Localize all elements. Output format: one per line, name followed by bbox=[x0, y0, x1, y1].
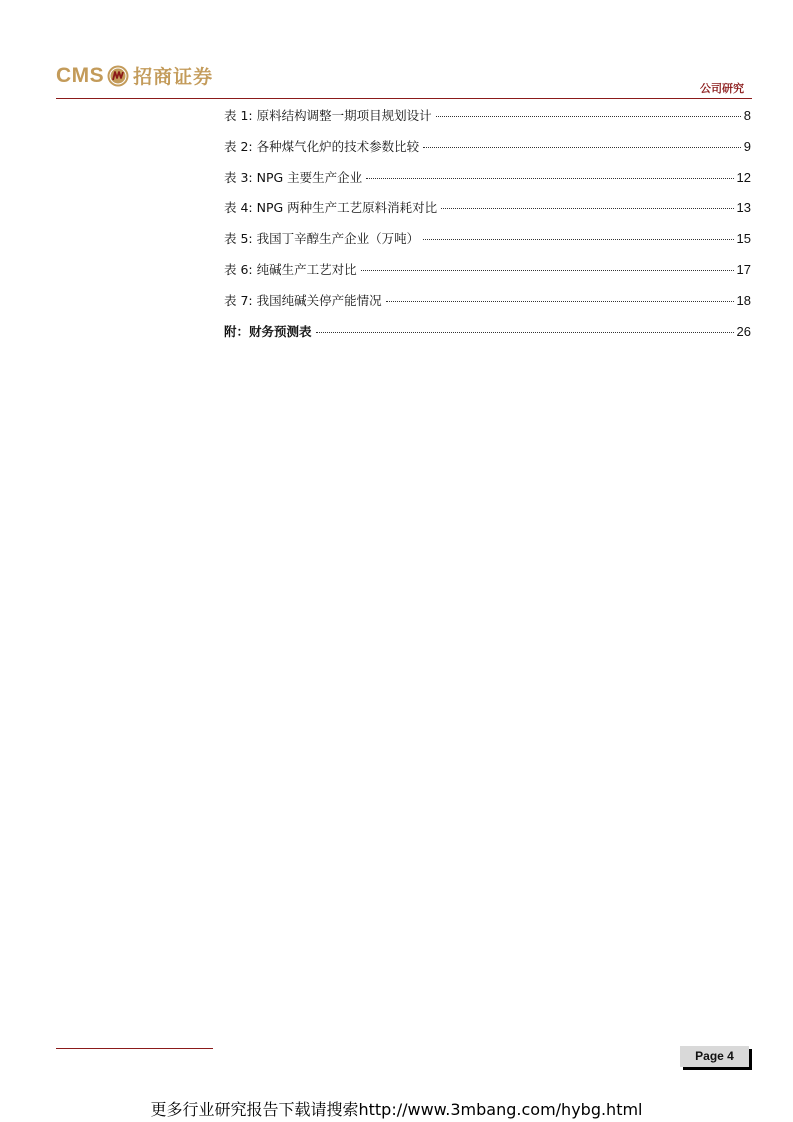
toc-entry-label: 表 1: 原料结构调整一期项目规划设计 bbox=[224, 108, 432, 123]
toc-entry-page: 26 bbox=[736, 323, 751, 339]
page-number-box bbox=[680, 1046, 752, 1070]
toc-entry-page: 9 bbox=[743, 138, 751, 154]
page-header bbox=[56, 56, 752, 100]
toc-entry[interactable] bbox=[224, 322, 751, 353]
toc-dot-leader bbox=[386, 301, 734, 302]
toc-entry-label: 表 3: NPG 主要生产企业 bbox=[224, 169, 363, 185]
toc-entry[interactable] bbox=[224, 229, 751, 260]
page-number: Page 4 bbox=[680, 1046, 749, 1067]
toc-entry-label: 表 4: NPG 两种生产工艺原料消耗对比 bbox=[224, 200, 438, 216]
toc-entry[interactable] bbox=[224, 291, 751, 322]
toc-dot-leader bbox=[423, 147, 741, 148]
toc-entry-page: 13 bbox=[736, 200, 751, 216]
toc-dot-leader bbox=[361, 270, 734, 271]
logo-chinese-text: 招商证券 bbox=[133, 66, 214, 88]
toc-entry[interactable] bbox=[224, 260, 751, 291]
toc-entry-label: 表 5: 我国丁辛醇生产企业（万吨） bbox=[224, 231, 420, 247]
toc-entry-label: 附：财务预测表 bbox=[224, 323, 312, 339]
report-category: 公司研究 bbox=[700, 82, 744, 95]
toc-entry-page: 17 bbox=[736, 261, 751, 277]
logo-emblem-icon bbox=[107, 65, 129, 87]
toc-dot-leader bbox=[436, 116, 741, 117]
header-divider bbox=[56, 98, 752, 99]
company-logo bbox=[56, 62, 213, 89]
toc-dot-leader bbox=[366, 178, 733, 179]
toc-entry[interactable] bbox=[224, 106, 751, 137]
toc-entry-page: 8 bbox=[743, 108, 751, 123]
toc-dot-leader bbox=[441, 208, 733, 209]
toc-entry[interactable] bbox=[224, 198, 751, 229]
toc-dot-leader bbox=[423, 239, 733, 240]
toc-entry-label: 表 7: 我国纯碱关停产能情况 bbox=[224, 292, 382, 308]
toc-entry-page: 15 bbox=[736, 231, 751, 247]
toc-entry-label: 表 2: 各种煤气化炉的技术参数比较 bbox=[224, 138, 420, 154]
toc-entry-page: 12 bbox=[736, 169, 751, 185]
toc-entry-label: 表 6: 纯碱生产工艺对比 bbox=[224, 261, 357, 277]
toc-entry[interactable] bbox=[224, 168, 751, 199]
download-banner[interactable]: 更多行业研究报告下载请搜索http://www.3mbang.com/hybg.html bbox=[150, 1100, 643, 1119]
toc-entry[interactable] bbox=[224, 137, 751, 168]
footnote-divider bbox=[56, 1048, 213, 1049]
toc-dot-leader bbox=[316, 332, 734, 333]
toc-entry-page: 18 bbox=[736, 292, 751, 308]
table-of-contents bbox=[224, 106, 751, 352]
logo-cms-text: CMS bbox=[56, 63, 105, 87]
